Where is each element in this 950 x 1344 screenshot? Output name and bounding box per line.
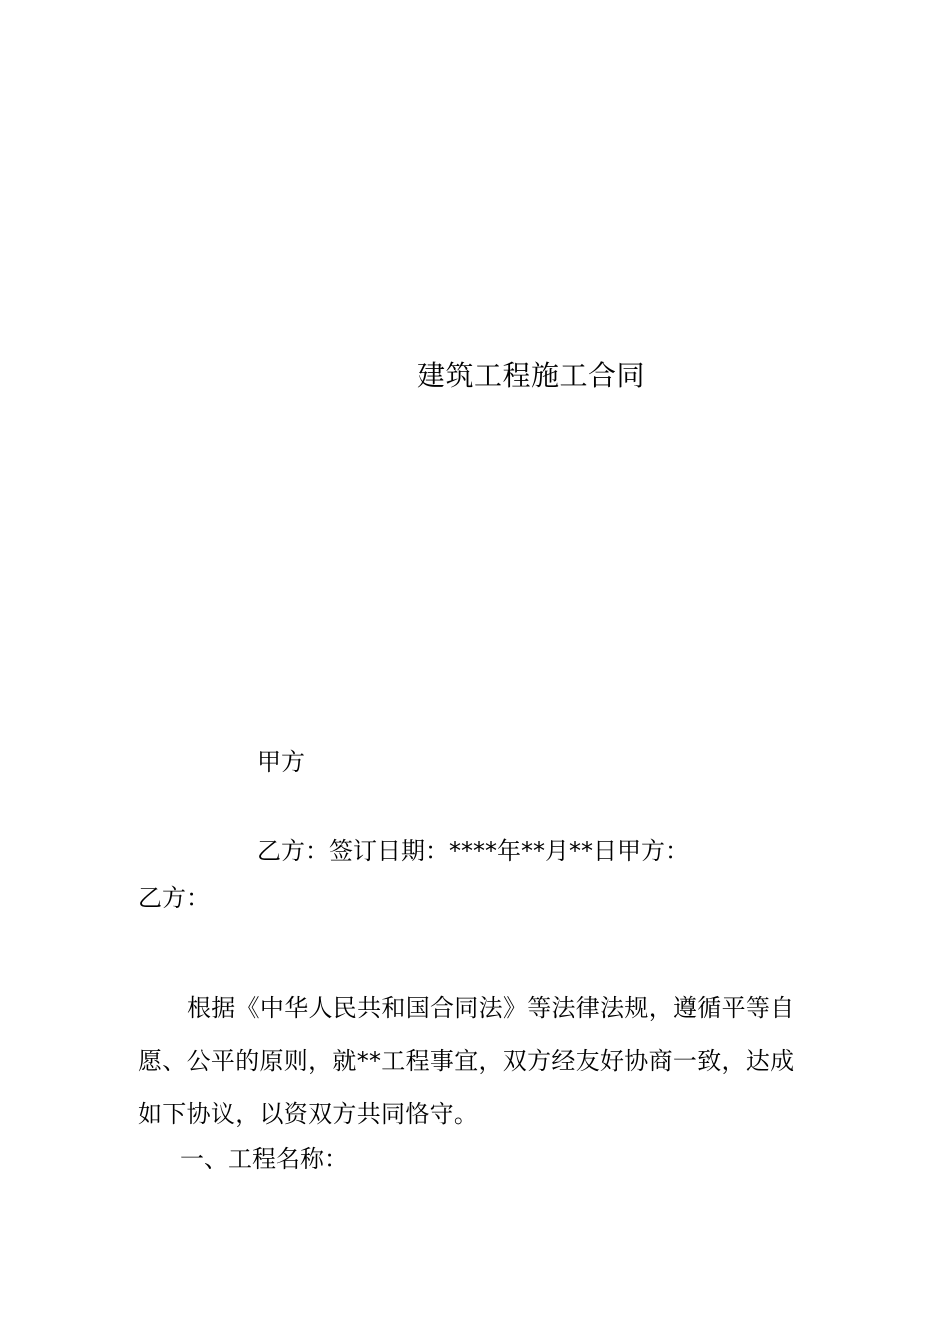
- party-b-label: 乙方：: [138, 884, 210, 912]
- party-b-sign-date-line: 乙方：签订日期：****年**月**日甲方：: [257, 837, 689, 865]
- party-a-label: 甲方: [257, 748, 305, 776]
- document-title: 建筑工程施工合同: [417, 359, 646, 392]
- section-heading-project-name: 一、工程名称：: [180, 1145, 348, 1173]
- intro-paragraph: 根据《中华人民共和国合同法》等法律法规，遵循平等自愿、公平的原则，就**工程事宜，双方经友好协商一致，达成如下协议，以资双方共同恪守。: [138, 994, 795, 1128]
